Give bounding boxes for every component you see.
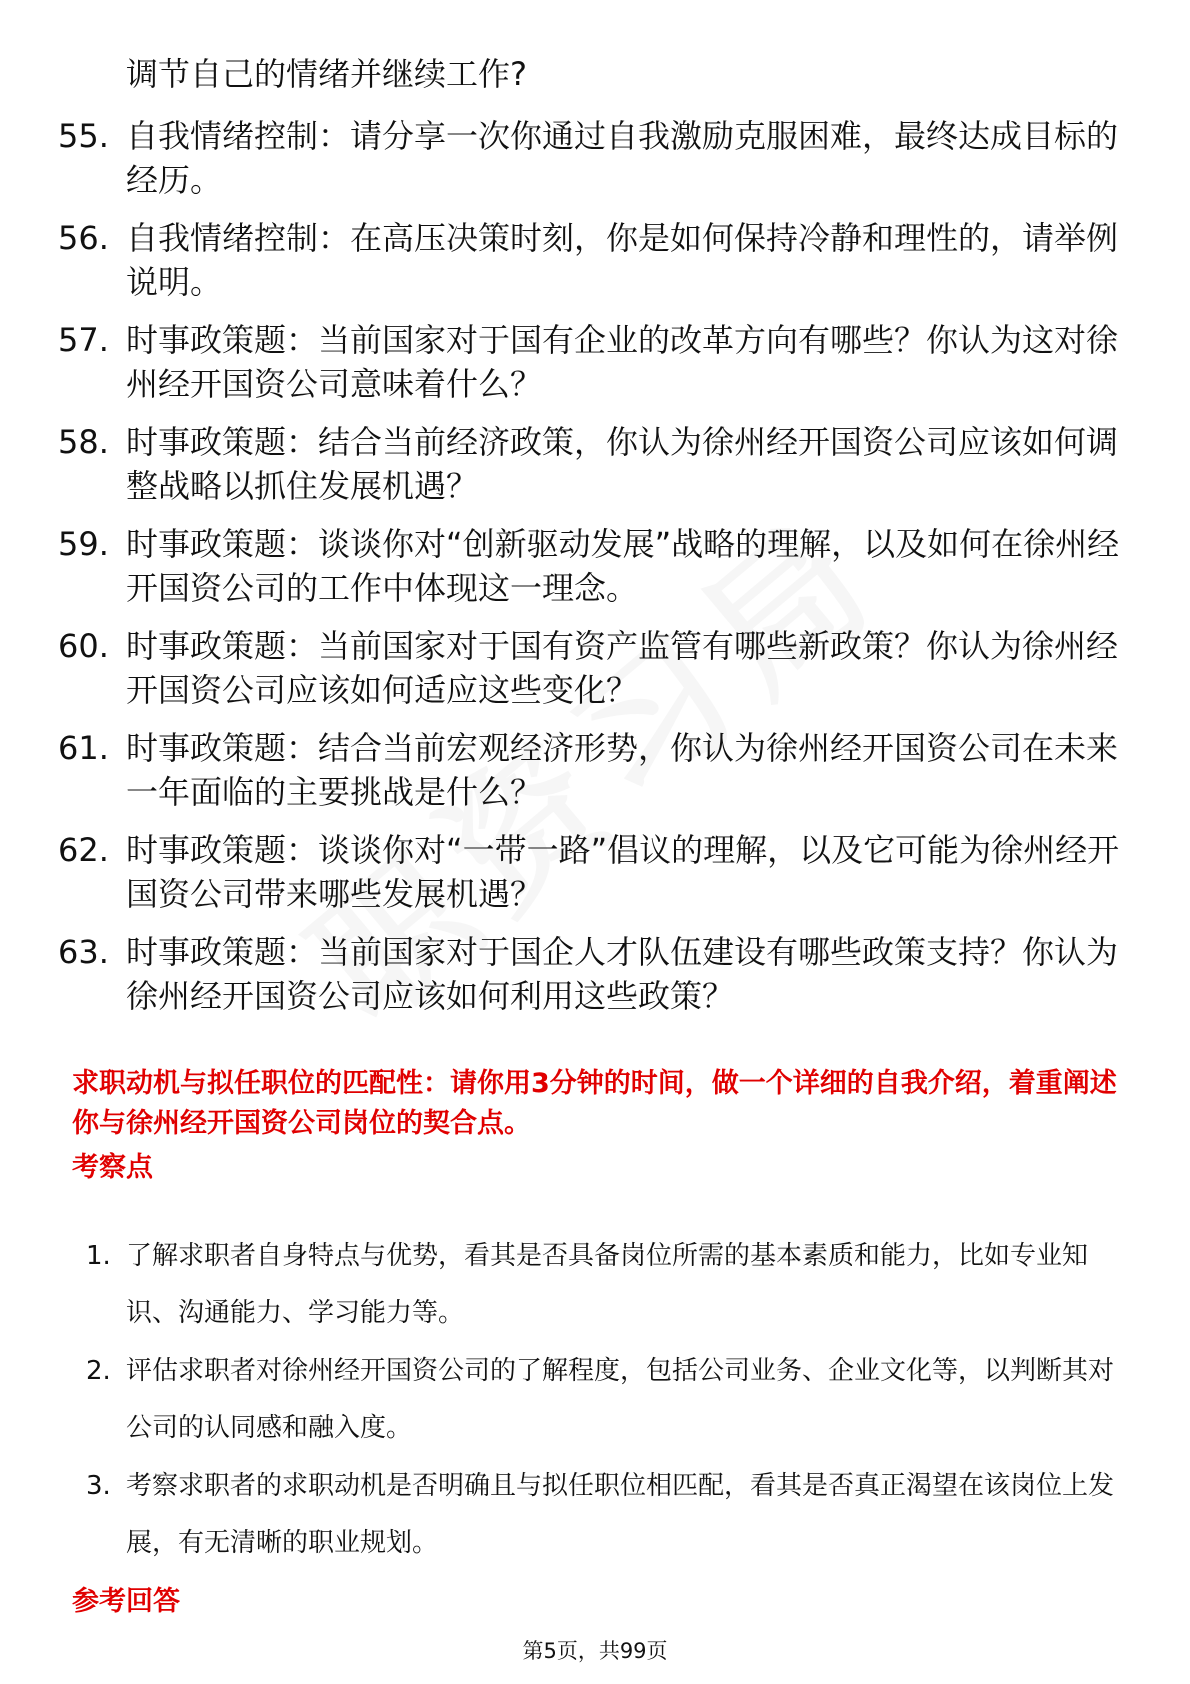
points-list [86,1228,1136,1573]
question-item [58,114,1138,202]
question-text: 时事政策题：谈谈你对“创新驱动发展”战略的理解，以及如何在徐州经开国资公司的工作中体现这一理念。 [126,525,1120,607]
point-text: 了解求职者自身特点与优势，看其是否具备岗位所需的基本素质和能力，比如专业知识、沟通能力、学习能力等。 [126,1241,1089,1328]
question-item [58,216,1138,304]
answer-label: 参考回答 [72,1586,180,1617]
question-number: 57. [58,321,109,359]
point-number: 1. [86,1241,111,1271]
question-text: 时事政策题：当前国家对于国企人才队伍建设有哪些政策支持？你认为徐州经开国资公司应该如何利用这些政策？ [126,933,1119,1015]
page-footer: 第5页，共99页 [522,1639,668,1663]
question-text: 时事政策题：结合当前宏观经济形势，你认为徐州经开国资公司在未来一年面临的主要挑战是什么？ [126,729,1119,811]
point-item [86,1228,1136,1342]
point-text: 考察求职者的求职动机是否明确且与拟任职位相匹配，看其是否真正渴望在该岗位上发展，有无清晰的职业规划。 [126,1471,1115,1558]
question-text: 时事政策题：当前国家对于国有企业的改革方向有哪些？你认为这对徐州经开国资公司意味着什么？ [126,321,1119,403]
question-list [58,114,1138,1032]
question-text: 自我情绪控制：在高压决策时刻，你是如何保持冷静和理性的，请举例说明。 [126,219,1119,301]
question-item [58,828,1138,916]
question-continuation: 调节自己的情绪并继续工作? [126,55,527,93]
point-item [86,1458,1136,1572]
question-item [58,318,1138,406]
point-number: 2. [86,1356,111,1386]
question-number: 55. [58,117,109,155]
question-number: 59. [58,525,109,563]
question-text: 时事政策题：谈谈你对“一带一路”倡议的理解，以及它可能为徐州经开国资公司带来哪些发展机遇？ [126,831,1120,913]
question-text: 时事政策题：当前国家对于国有资产监管有哪些新政策？你认为徐州经开国资公司应该如何适应这些变化？ [126,627,1119,709]
question-number: 56. [58,219,109,257]
question-text: 时事政策题：结合当前经济政策，你认为徐州经开国资公司应该如何调整战略以抓住发展机遇？ [126,423,1119,505]
question-heading: 求职动机与拟任职位的匹配性：请你用3分钟的时间，做一个详细的自我介绍，着重阐述你与徐州经开国资公司岗位的契合点。 [72,1068,1117,1139]
point-text: 评估求职者对徐州经开国资公司的了解程度，包括公司业务、企业文化等，以判断其对公司的认同感和融入度。 [126,1356,1115,1443]
question-number: 60. [58,627,109,665]
question-number: 63. [58,933,109,971]
question-number: 62. [58,831,109,869]
question-number: 58. [58,423,109,461]
question-item [58,726,1138,814]
point-item [86,1343,1136,1457]
point-number: 3. [86,1471,111,1501]
question-item [58,624,1138,712]
question-item [58,522,1138,610]
points-label: 考察点 [72,1152,153,1183]
question-item [58,930,1138,1018]
question-text: 自我情绪控制：请分享一次你通过自我激励克服困难，最终达成目标的经历。 [126,117,1119,199]
question-number: 61. [58,729,109,767]
question-item [58,420,1138,508]
